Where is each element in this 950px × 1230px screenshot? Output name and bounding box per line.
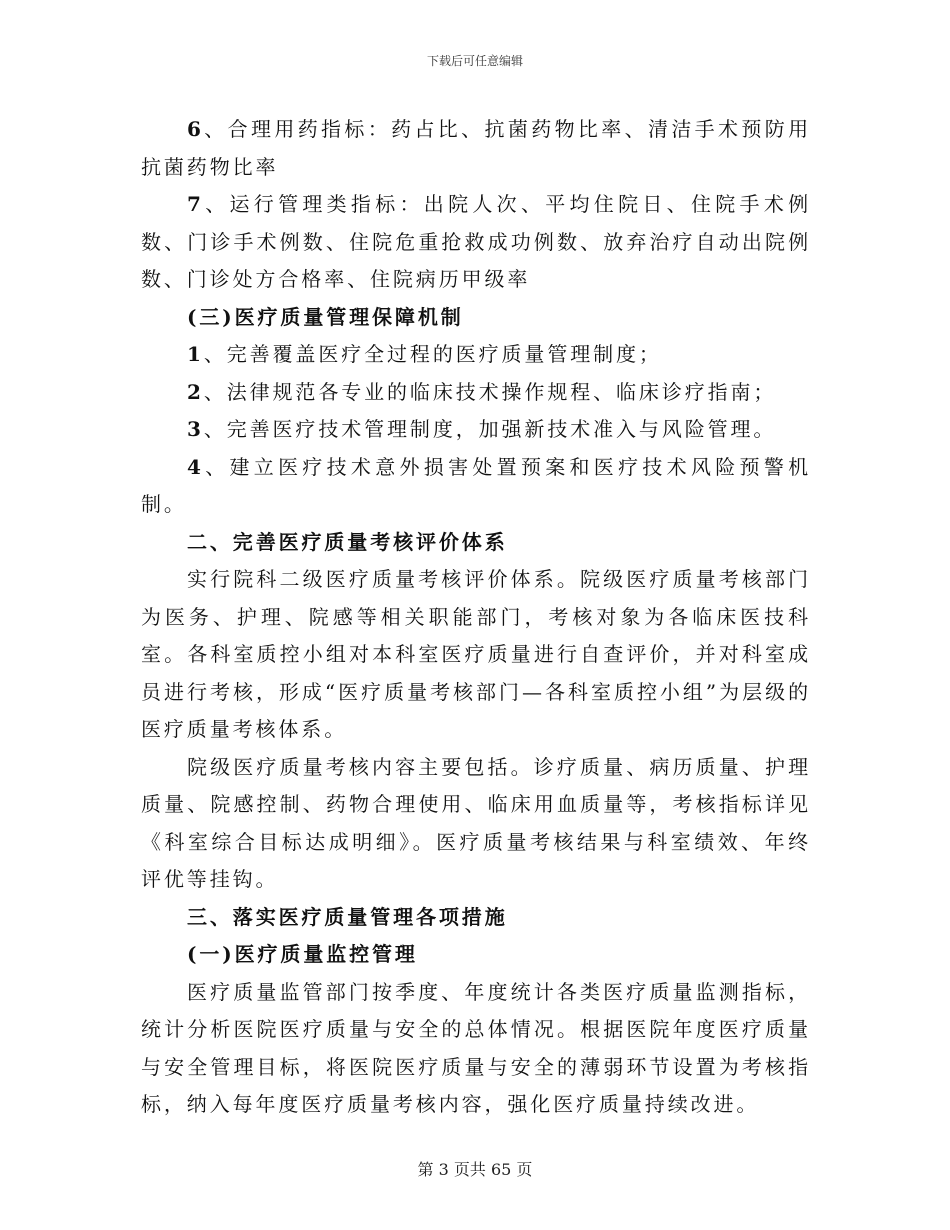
list-item: [141, 374, 811, 412]
item-number: 2: [187, 379, 204, 404]
list-item-text: 、完善覆盖医疗全过程的医疗质量管理制度；: [203, 342, 662, 366]
item-number: 6: [187, 117, 204, 141]
list-item-text: 、完善医疗技术管理制度，加强新技术准入与风险管理。: [203, 417, 777, 441]
document-body: [141, 111, 811, 1124]
paragraph-evaluation-content: 院级医疗质量考核内容主要包括。诊疗质量、病历质量、护理质量、院感控制、药物合理使用、临床用血质量等，考核指标详见《科室综合目标达成明细》。医疗质量考核结果与科室绩效、年终评优等挂钩。: [141, 754, 811, 891]
paragraph-monitoring: 医疗质量监管部门按季度、年度统计各类医疗质量监测指标，统计分析医院医疗质量与安全的总体情况。根据医院年度医疗质量与安全管理目标，将医院医疗质量与安全的薄弱环节设置为考核指标，纳入每年度医疗质量考核内容，强化医疗质量持续改进。: [141, 979, 811, 1116]
subsection-heading-monitoring: (一)医疗质量监控管理: [187, 942, 418, 966]
item-number: 1: [187, 342, 204, 366]
item-number: 4: [187, 454, 204, 479]
paragraph-rational-drug-use: [141, 111, 811, 186]
list-item-text: 、法律规范各专业的临床技术操作规程、临床诊疗指南；: [203, 379, 777, 404]
paragraph-two-level-system: 实行院科二级医疗质量考核评价体系。院级医疗质量考核部门为医务、护理、院感等相关职能部门，考核对象为各临床医技科室。各科室质控小组对本科室医疗质量进行自查评价，并对科室成员进行考核，形成“医疗质量考核部门—各科室质控小组”为层级的医疗质量考核体系。: [141, 567, 811, 741]
list-item: [141, 411, 811, 449]
section-heading-evaluation-system: 二、完善医疗质量考核评价体系: [187, 529, 508, 554]
paragraph-text: 、运行管理类指标：出院人次、平均住院日、住院手术例数、门诊手术例数、住院危重抢救成功例数、放弃治疗自动出院例数、门诊处方合格率、住院病历甲级率: [141, 192, 811, 291]
section-heading-measures: 三、落实医疗质量管理各项措施: [187, 904, 508, 929]
list-item: [141, 449, 811, 524]
paragraph-text: 、合理用药指标：药占比、抗菌药物比率、清洁手术预防用抗菌药物比率: [141, 117, 811, 179]
page-number-footer: 第 3 页共 65 页: [417, 1160, 533, 1179]
page-header: 下载后可任意编辑: [426, 54, 523, 68]
list-item: [141, 336, 811, 374]
item-number: 7: [187, 192, 204, 216]
section-heading-guarantee-mechanism: (三)医疗质量管理保障机制: [187, 304, 464, 329]
paragraph-operations-management: [141, 186, 811, 299]
item-number: 3: [187, 417, 204, 441]
list-item-text: 、建立医疗技术意外损害处置预案和医疗技术风险预警机制。: [141, 454, 811, 516]
